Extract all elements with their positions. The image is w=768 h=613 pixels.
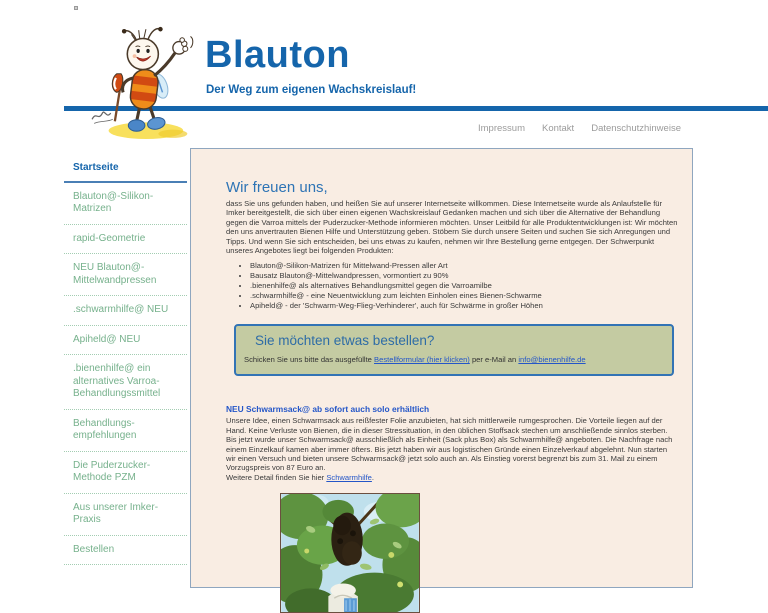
site-tagline: Der Weg zum eigenen Wachskreislauf! bbox=[206, 84, 417, 96]
sidebar-item-mittelwandpressen[interactable]: NEU Blauton@-Mittelwandpressen bbox=[64, 254, 187, 296]
sidebar-item-apiheld[interactable]: Apiheld@ NEU bbox=[64, 326, 187, 356]
list-item: • Bausatz Blauton@-Mittelwandpressen, vormontiert zu 90% bbox=[250, 271, 678, 281]
page-corner-mark bbox=[74, 6, 78, 10]
bee-swarm-photo bbox=[280, 493, 420, 613]
list-item: • Apiheld@ - der 'Schwarm-Weg-Flieg-Verhinderer', auch für Schwärme in großer Höhen bbox=[250, 301, 678, 311]
order-box-instructions bbox=[244, 355, 660, 364]
main-content-panel bbox=[190, 148, 693, 588]
sidebar-item-startseite[interactable]: Startseite bbox=[64, 158, 187, 183]
bee-mascot-logo[interactable] bbox=[90, 24, 206, 140]
sidebar-item-puderzucker-methode[interactable]: Die Puderzucker-Methode PZM bbox=[64, 452, 187, 494]
schwarmsack-paragraph bbox=[226, 416, 678, 482]
order-box-title: Sie möchten etwas bestellen? bbox=[255, 333, 435, 349]
schwarmsack-section bbox=[226, 404, 678, 613]
sidebar-item-schwarmhilfe[interactable]: .schwarmhilfe@ NEU bbox=[64, 296, 187, 326]
site-title: Blauton bbox=[205, 34, 350, 76]
detail-text-after: . bbox=[371, 472, 375, 482]
schwarmsack-text: Unsere Idee, einen Schwarmsack aus reißfester Folie anzubieten, hat sich mittlerweile rumgesprochen. Die Vorteile liegen auf der Hand. Keine Verluste von Bienen, die in dieser Stressituation, in den üblichen Stoffsack stechen um anschließende sinnlos sterben. Bis jetzt wurde unser Schwarmsack@ ausschließlich als Einheit (Sack plus Box) als Schwarmhilfe@ angeboten. Die Nachfrage nach einem Einzelkauf kamen aber immer öfters. Bis jetzt haben wir aus logistischen Gründe einen Einzelverkauf abgelehnt. Nun starten wir einen Versuch und bieten unsere Schwarmsack@ jetzt solo auch an. Als Einstieg vorerst begrenzt bis zum 31. Mail zu einem Vorzugspreis von 87 Euro an. bbox=[226, 416, 673, 473]
list-item: • .schwarmhilfe@ - eine Neuentwicklung zum leichten Einholen eines Bienen-Schwarme bbox=[250, 291, 678, 301]
order-callout-box bbox=[234, 324, 674, 376]
sidebar-item-rapid-geometrie[interactable]: rapid-Geometrie bbox=[64, 225, 187, 255]
product-list bbox=[250, 261, 678, 311]
nav-item-datenschutz[interactable]: Datenschutzhinweise bbox=[591, 123, 681, 134]
schwarmsack-heading: NEU Schwarmsack@ ab sofort auch solo erhältlich bbox=[226, 404, 430, 415]
order-email-link[interactable]: info@bienenhilfe.de bbox=[518, 355, 586, 365]
nav-item-impressum[interactable]: Impressum bbox=[478, 123, 525, 134]
welcome-heading: Wir freuen uns, bbox=[226, 179, 328, 196]
order-form-link[interactable]: Bestellformular (hier klicken) bbox=[374, 355, 470, 365]
sidebar-item-imker-praxis[interactable]: Aus unserer Imker-Praxis bbox=[64, 494, 187, 536]
sidebar-item-bienenhilfe[interactable]: .bienenhilfe@ ein alternatives Varroa-Behandlungssmittel bbox=[64, 355, 187, 410]
sidebar-item-bestellen[interactable]: Bestellen bbox=[64, 536, 187, 566]
sidebar-menu bbox=[64, 158, 187, 565]
list-item: • Blauton@-Silikon-Matrizen für Mittelwand-Pressen aller Art bbox=[250, 261, 678, 271]
bee-mascot-icon bbox=[90, 24, 206, 140]
nav-item-kontakt[interactable]: Kontakt bbox=[541, 123, 575, 134]
list-item: • .bienenhilfe@ als alternatives Behandlungsmittel gegen die Varroamilbe bbox=[250, 281, 678, 291]
schwarmhilfe-link[interactable]: Schwarmhilfe bbox=[326, 472, 372, 482]
welcome-paragraph: dass Sie uns gefunden haben, und heißen Sie auf unserer Internetseite willkommen. Diese Internetseite wurde als Anlaufstelle für Imker bereitgestellt, die sich über einen eigenen Wachskreislauf Gedanken machen und sich über die Alternative der Behandlung gegen die Varroa mittels der Puderzucker-Methode informieren möchten. Unser Leitbild für alle Produktentwicklungen ist: Wir möchten den uns anvertrauten Bienen Hilfe und Unterstützung geben. Stöbern Sie durch unsere Seiten und suchen Sie sich Anregungen und Tipps. Und wenn Sie sich entscheiden, bei uns etwas zu kaufen, nehmen wir Ihre Bestellung gerne entgegen. Der Schwerpunkt unseres Angebotes liegt bei folgenden Produkten: bbox=[226, 199, 678, 256]
sidebar-item-behandlungsempfehlungen[interactable]: Behandlungs-empfehlungen bbox=[64, 410, 187, 452]
order-text-middle: per e-Mail an bbox=[469, 355, 519, 365]
order-text-before: Schicken Sie uns bitte das ausgefüllte bbox=[244, 355, 375, 365]
top-navigation bbox=[478, 123, 681, 134]
detail-text-before: Weitere Detail finden Sie hier bbox=[226, 472, 327, 482]
sidebar-item-silikon-matrizen[interactable]: Blauton@-Silikon-Matrizen bbox=[64, 183, 187, 225]
